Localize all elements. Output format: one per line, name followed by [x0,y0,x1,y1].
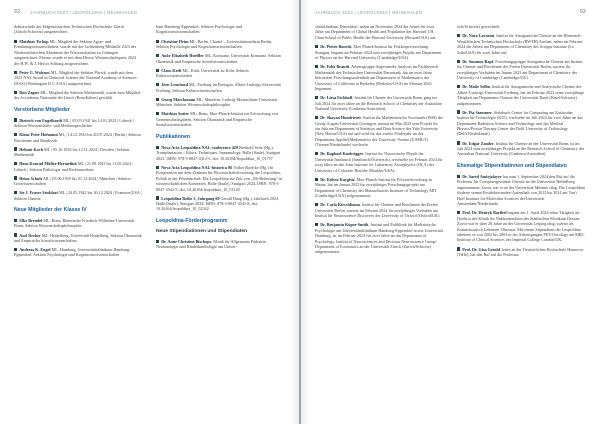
entry-name: Don Zagier [19,89,40,95]
running-head: JAHRBUCH 2023 | LEOPOLDINA | NEUWAHLEN [315,9,423,15]
entry-text: , Institut für Anorganische und Analytische Chemie der Albert-Ludwigs-Universität Freiburg, hat im Februar 2023 seine zweijährige Tätigkeit am Department Chemie der Universität Basel (Basel/Schweiz) aufgenommen. [457,84,585,106]
entry-text: ML | 05.10.1932 bis 12.11.2024 | Dresden | Sektion Mathematik [14,146,130,158]
list-entry [457,84,585,106]
entry-text: Volker Roelcke (Hg.) In Kooperation mit dem Zentrum für Wissenschaftsforschung der Leopoldina, Politik in der Wissenschaft: Die Leopoldina zur Zeit von „NS-Belastung“ in wissenschaftlichen Kontexten, Halle (Saale), Stuttgart 2024. ISBN: 978-3-8047-4542-5, doi: 10.26164/leopoldina_10_01229 [156,164,283,192]
entry-text: ML, München, Ludwig-Maximilians-Universität München, Sektion Wissenschaftsphilosophie [156,96,278,108]
entry-text: , Arbeitsgruppe Angewandte Analysis im Fachbereich Mathematik der Technischen Universität Darmstadt, hat im zwei Jahre befristeten Forschungsaufenthalt am Department of Mathematics der University of California at Berkeley (Berkeley/USA) im Februar 2023 begonnen. [315,64,439,92]
list-entry [14,161,142,172]
square-bullet-icon [14,219,17,222]
square-bullet-icon [14,248,17,251]
entry-name: Helmut Koch [19,146,43,152]
entry-name: Matthias Tschöp [19,38,49,44]
entry-name: Dr. Pia Stammer [462,109,492,115]
list-entry [14,247,142,258]
entry-name: Dr. Malte Sellin [462,84,490,90]
list-entry [315,95,443,111]
entry-name: Matthias Sutter [161,111,190,117]
list-entry [457,174,585,207]
entry-name: Heinz Schulz [19,175,43,181]
square-bullet-icon [14,71,17,74]
entry-text: , Institut für Chemie an der Universität Bonn, ist im Juli 2024 sein zweijähriges Projekt an der Research School of Chemistry der Australian National University (Canberra/Australien). [457,140,585,157]
list-entry [14,233,142,244]
right-page [301,0,600,424]
list-entry [14,218,142,229]
list-entry [14,190,142,201]
section-heading: Neue Mitglieder der Klasse IV [14,207,87,214]
page-number: 93 [579,9,586,15]
entry-text: , Institut für Chemie und Biochemie der Freien Universität Berlin, startete im Februar 2024 ihr zweijähriges Vorhaben am Institut für Neuroscience Discovery der University of Oxford (Oxford/UK). [315,202,441,219]
square-bullet-icon [315,178,318,181]
entry-name: Dr. Carla Kirschbaum [320,202,360,208]
gutter-shadow [291,0,299,424]
entry-text: ML, Konstanz, Universität Konstanz, Sektion Ökonomik und Empirische Sozialwissenschaften [156,53,281,64]
entry-text: ML | 14.12.1943 bis 20.07.2024 | Berlin | Sektion Biochemie und Biophysik [14,132,141,143]
page-header [315,9,586,18]
entry-text: ML, Bonn, Max-Planck-Institut zur Erforschung von Gemeinschaftsgütern, Sektion Ökonomik und Empirische Sozialwissenschaften [156,111,278,128]
entry-name: Dr. Benjamin Küper-Smith [320,222,369,228]
list-entry [156,68,284,79]
entry-name: Dr. Edgar Zander [462,140,494,146]
square-bullet-icon [156,83,159,86]
square-bullet-icon [156,146,159,149]
entry-name: Dr. Raphael Knobrigger [320,151,364,157]
entry-name: Prof. Dr. Henryk Barthel [462,210,507,216]
list-entry [315,202,443,218]
continued-paragraph: rich/Schweiz) gewechselt. [457,24,501,29]
page-number: 92 [14,9,21,15]
list-entry [14,39,142,66]
square-bullet-icon [14,233,17,236]
list-entry [457,59,585,81]
entry-name: Dr. Felix Brandt [320,64,350,70]
entry-name: Nova Acta Leopoldina NAL-historica 86 [161,164,233,170]
square-bullet-icon [457,247,460,250]
entry-name: Dr. Kübra Kaygisiz [320,176,355,182]
square-bullet-icon [457,34,460,37]
square-bullet-icon [156,112,159,115]
text-columns [315,24,590,416]
entry-text: ML, Mitglied der Sektion Agrar- und Ernährungswissenschaften, wurde mit der Lichtenberg-Medaille 2023 der Niedersächsischen Akademie der Wissenschaften zu Göttingen ausgezeichnet. Ebenso wurde er mit dem Hector Wissenschaftspreis 2024 der H.W. & J. Hector Stiftung ausgezeichnet. [14,38,137,66]
square-bullet-icon [14,91,17,94]
list-entry [457,110,585,137]
square-bullet-icon [315,116,318,119]
list-entry [14,132,142,143]
page-header [14,9,285,18]
square-bullet-icon [315,96,318,99]
entry-text: ML, Hamburg, Universitätsklinikum Hamburg-Eppendorf, Sektion Psychologie und Kognitionswissenschaften [14,247,131,258]
entry-name: Dr. Anne Christine Bischops [161,238,212,244]
square-bullet-icon [156,69,159,72]
list-entry [156,111,284,127]
square-bullet-icon [457,110,460,113]
list-entry [457,141,585,157]
entry-text: ML | 21.09.1943 bis 11.05.2024 | Lübeck | Sektion Pathologie und Rechtsmedizin [14,161,133,172]
square-bullet-icon [14,40,17,43]
square-bullet-icon [457,85,460,88]
entry-text: ML, Freiburg im Breisgau, Albert-Ludwigs-Universität Freiburg, Sektion Kulturwissenschaften [156,82,281,93]
square-bullet-icon [14,191,17,194]
entry-name: Jörn Leonhard [161,82,188,88]
list-entry [14,147,142,158]
entry-name: Christine Heim [161,38,189,44]
square-bullet-icon [315,45,318,48]
square-bullet-icon [14,133,17,136]
section-heading: Ehemalige Stipendiatinnen und Stipendiaten [457,162,567,169]
entry-text: ML | 05.06.1935 bis 01.12.2024 | München | Sektion Geowissenschaften [14,175,131,187]
entry-name: Dr. Shayan Hundrieser [320,115,362,121]
square-bullet-icon [457,60,460,63]
entry-name: Dietrich von Engelhardt [19,117,63,123]
continued-paragraph: sitätsklinikum Düsseldorf, nahm im November 2024 die Arbeit für zwei Jahre am Department of Global Health and Population der Harvard T.H. Chan School of Public Health der Harvard University (Boston/USA) auf. [315,24,437,40]
column-right [156,24,284,416]
square-bullet-icon [315,223,318,226]
square-bullet-icon [156,54,159,57]
entry-text: Berthold Seitz (Hg.), Transplantation – Ethics, Techniques, Immunology, Halle (Saale), Stuttgart 2023. ISBN: 978-3-8047-4312-5, doi: 10.26164/leopoldina_10_01757 [156,144,281,161]
square-bullet-icon [14,176,17,179]
entry-name: Dr. Nora Lavarini [462,33,495,39]
list-entry [156,145,284,161]
square-bullet-icon [14,147,17,150]
entry-text: Gerald Haug (Hg.), Jahrbuch 2023, Halle (Saale), Stuttgart 2024. ISBN: 978-3-8047-4541-8, doi: 10.26164/leopoldina_10_02342 [156,195,280,212]
text-columns [14,24,289,416]
square-bullet-icon [156,166,159,169]
entry-text: ML, Bonn, Rheinische Friedrich-Wilhelms-Universität Bonn, Sektion Wissenschaftsphilosophie [14,218,135,229]
entry-name: Leopoldina Reihe 3, Jahrgang 69 [161,195,220,201]
entry-text: , Steinbuch Center for Computing am Karlsruher Institut für Technologie (KIT), wechselte im Juli 2024 für zwei Jahre an das Department Radiation Science and Technology und das Medical Physics/Proton Therapy Center der Delft University of Technology (Delft/Niederlande). [457,109,583,137]
list-entry [156,97,284,108]
square-bullet-icon [156,40,159,43]
entry-name: Nova Acta Leopoldina NAL-conference 429 [161,144,238,150]
column-left [315,24,443,416]
square-bullet-icon [14,162,17,165]
list-entry [315,115,443,148]
entry-text: , Institut für Chemie der Universität Bonn, ging im Juli 2024 für zwei Jahre an die Research School of Chemistry der Australian National University (Canberra/Australien). [315,95,442,112]
list-entry [457,247,585,258]
square-bullet-icon [315,65,318,68]
entry-text: ML, Heidelberg, Universität Heidelberg, Sektion Ökonomik und Empirische Sozialwissenschaften [14,232,142,243]
left-page [0,0,299,424]
entry-name: Peter G. Wolynes [19,69,50,75]
square-bullet-icon [156,98,159,101]
square-bullet-icon [315,203,318,206]
entry-text: , Institut für Anorganische Chemie an der Rheinisch-Westfälischen Technischen Hochschule (RWTH) Aachen, nahm im Februar 2024 die Arbeit am Department of Chemistry des Scripps Institute (La Jolla/USA) für zwei Jahre auf. [457,33,583,55]
square-bullet-icon [315,152,318,155]
section-heading: Verstorbene Mitglieder [14,106,70,113]
gutter-shadow [301,0,309,424]
continued-paragraph: doktorwürde der Eidgenössischen Technischen Hochschule Zürich (Zürich/Schweiz) ausgezeichnet. [14,24,125,35]
entry-text: , Klinik für Allgemeine Pädiatrie, Neonatologie und Kinderkardiologie am Univer- [156,238,267,250]
list-entry [156,39,284,50]
entry-name: Axel Dreher [19,232,41,238]
entry-text: , Max-Planck-Institut für Festkörperforschung Stuttgart, begann im Februar 2024 sein zweijähriges Projekt am Department of Physics an der Harvard University (Cambridge/USA). [315,44,442,61]
section-heading: Leopoldina-Förderprogramm [156,217,228,224]
list-entry [14,118,142,129]
entry-text: ML, Mitglied der Sektion Mathematik, wurde zum Mitglied der Accademia Nazionale dei Lincei (Rom/Italien) gewählt. [14,89,140,101]
entry-name: Georg Marckmann [161,96,196,102]
entry-name: Prof. Dr. Gisa Gerold [462,246,500,252]
square-bullet-icon [457,141,460,144]
entry-name: Dr. Liesa Eickhoff [320,95,353,101]
entry-text: , Institut für Theoretische Physik der Universität Innsbruck (Innsbruck/Österreich), wechselte im Februar 2024 für zwei Jahre an das Joint Institute for Laboratory Astrophysics (JILA) der University of Colorado Boulder (Boulder/USA). [315,151,443,173]
list-entry [14,176,142,187]
entry-text: ML, Berlin, Charité – Universitätsmedizin Berlin, Sektion Psychologie und Kognitionswissenschaften [156,38,273,50]
square-bullet-icon [457,211,460,214]
list-entry [14,90,142,101]
list-entry [14,70,142,86]
list-entry [315,44,443,60]
entry-text: ML, Köln, Universität zu Köln, Sektion Kulturwissenschaften [156,67,249,79]
list-entry [156,239,284,250]
list-entry [156,53,284,64]
entry-name: Hans Konrad Müller-Hermelink [19,161,77,167]
entry-text: hat zum 1. September 2024 den Ruf auf die Professur für Computergestützte Chemie an der Universität Heidelberg angenommen. Zuvor war er an der Universität Münster tätig. Die Leopoldina förderte seinen Postdoktoranden-Aufenthalt von 2012 bis 2014 am Van't Hoff Institute for Molecular Sciences der Universität Amsterdam/Niederlande. [457,173,585,207]
list-entry [156,82,284,93]
list-entry [156,165,284,192]
entry-text: , leitet an der Tierärztlichen Hochschule Hannover (TiHo), hat den Ruf auf die Professur [457,246,584,257]
entry-text: , Institut und Poliklinik für Medizinische Psychologie am Universitätsklinikum Hamburg-Eppendorf sowie Universität Hamburg, ist im Februar 2024 für zwei Jahre an das Department of Psychology, Institut of Neurosciences and Decision Neuroscience Group/ Department of Economics an der Universität Zürich (Zürich/Schweiz) aufgenommen. [315,222,443,255]
list-entry [315,64,443,91]
column-left [14,24,142,416]
entry-text: begann am 1. April 2024 seine Tätigkeit als Direktor der Klinik für Nuklearmedizin des Städtischen Klinikum Dessau. Zuvor war er über 20 Jahre an der Universität Leipzig tätig, zuletzt als Kommissarisch Leitender Oberarzt. Mit einem Stipendium der Leopoldina arbeitete er von 2002 bis 2003 in der Arbeitsgruppe PET-Oncology am MRC Institute of Clinical Sciences des Imperial College London/UK. [457,210,585,243]
list-entry [156,196,284,212]
square-bullet-icon [156,196,159,199]
list-entry [457,33,585,55]
continued-paragraph: kum Hamburg-Eppendorf, Sektion Psychologie und Kognitionswissenschaften [156,24,243,35]
entry-name: Dr. Susanne Rapf [462,58,494,64]
entry-text: ML, Mitglied der Sektion Physik, wurde mit dem 2023 NAS Award in Chemical Science der National Academy of Sciences (NAS) (Washington D.C./USA) ausgezeichnet. [14,69,137,86]
entry-name: Dr. Pietro Bonetti [320,44,352,50]
list-entry [315,151,443,173]
entry-name: Anke Elisabeth Hoeffler [161,53,204,59]
entry-name: Claus Kreß [161,67,182,73]
list-entry [315,222,443,255]
square-bullet-icon [156,240,159,243]
square-bullet-icon [14,118,17,121]
subsection-heading: Neue Stipendiatinnen und Stipendiaten [156,228,248,234]
entry-text: ML | 05.05.1941 bis 14.01.2023 | Lübeck | Sektion Wissenschafts- und Medizingeschichte [14,117,134,129]
section-heading: Publikationen [156,133,191,140]
entry-text: , Institut für Mathematische Stochastik (IMS) der Georg-August-Universität Göttingen, nimmt im Mai 2023 sein Projekt für ein Jahr am Department of Statistics and Data Science der Yale University (New Haven/USA) auf und wird für das zweite Förderjahr an das Department Applied Mathematics der University Twente (UAMUT) (Twente/Niederlande) wechseln. [315,115,443,148]
entry-name: Andreas K. Engel [19,247,51,253]
list-entry [457,210,585,243]
list-entry [315,177,443,199]
entry-text: , Forschungsgruppe Anorganische Chemie am Institut für Chemie und Biochemie der Freien Universität Berlin, startete ihr zweijähriges Vorhaben im Januar 2023 am Department of Chemistry der University of Cambridge (Cambridge/UK). [457,58,583,81]
entry-text: ML | 24.05.1942 bis 30.12.2024 | Evanston/USA | Sektion Chemie [14,190,142,201]
entry-name: Klaus Peter Hofmann [19,132,58,138]
entry-name: Dr. Saeed Amirjalayer [462,173,502,179]
square-bullet-icon [457,175,460,178]
entry-name: Sir J. Fraser Stoddart [19,190,58,196]
entry-text: , Max-Planck-Institut für Polymerforschung in Mainz, hat im Januar 2025 ihr zweijähriges Forschungsprojekt am Department of Chemistry des Massachusetts Institute of Technology MIT (Cambridge/USA) aufgenommen. [315,176,437,199]
running-head: JAHRBUCH 2023 | LEOPOLDINA | NEUWAHLEN [30,9,138,15]
entry-name: Elke Brendel [19,218,43,224]
column-right [457,24,585,416]
